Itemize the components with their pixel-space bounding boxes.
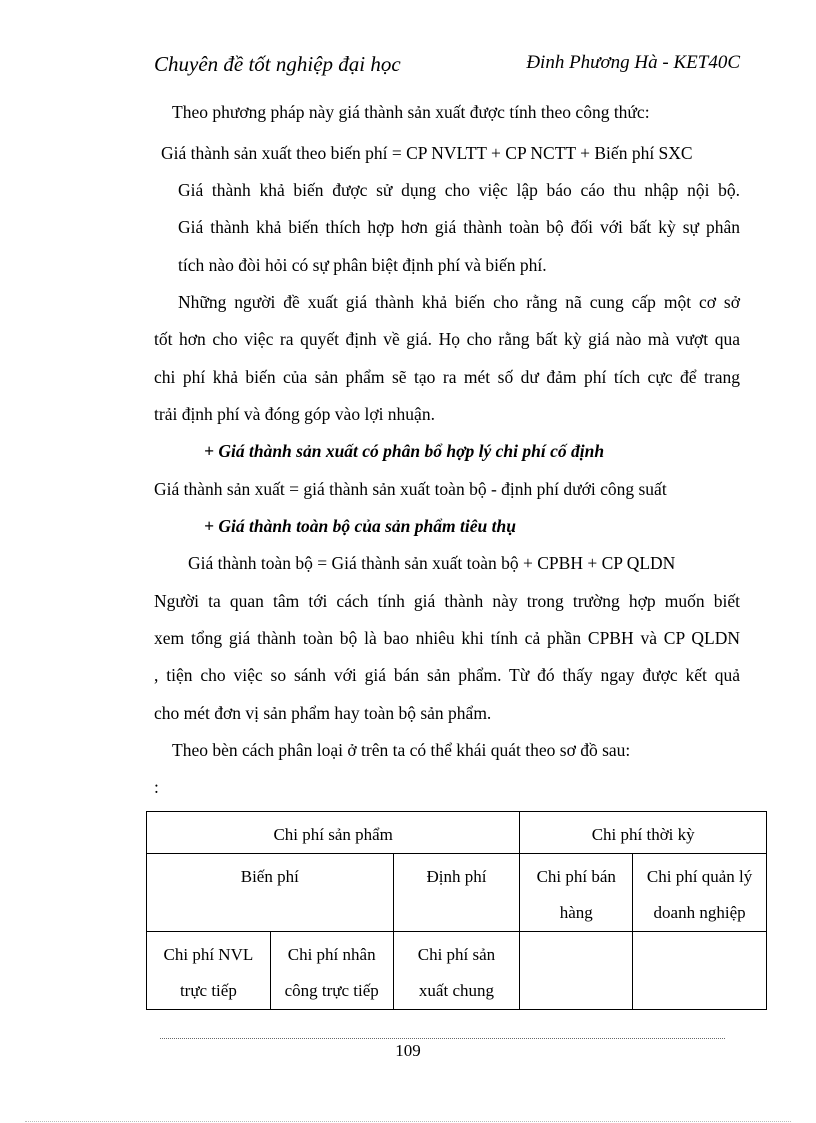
table-row: [147, 812, 767, 854]
colon-mark: :: [154, 777, 159, 797]
paragraph-line: Theo bèn cách phân loại ở trên ta có thể khái quát theo sơ đồ sau:: [172, 740, 631, 760]
cell-direct-labor: [270, 932, 393, 1010]
cell-period-cost: Chi phí thời kỳ: [520, 812, 767, 854]
paragraph-line: Theo phương pháp này giá thành sản xuất được tính theo công thức:: [172, 102, 650, 122]
cell-text: Chi phí bán: [536, 867, 616, 886]
cell-text: Chi phí sản: [417, 945, 496, 964]
cell-text: doanh nghiệp: [653, 903, 746, 922]
cell-manufacturing-overhead: [393, 932, 520, 1010]
page-header: [154, 52, 740, 82]
header-title: Chuyên đề tốt nghiệp đại học: [154, 52, 401, 76]
cell-fixed-cost: Định phí: [393, 854, 520, 932]
paragraph-line: Người ta quan tâm tới cách tính giá thành này trong trường hợp muốn biết: [154, 591, 740, 611]
cell-empty: [520, 932, 633, 1010]
paragraph-line: tích nào đòi hỏi có sự phân biệt định phí và biến phí.: [178, 255, 547, 275]
page-number: 109: [395, 1041, 421, 1060]
cell-text: Chi phí nhân: [287, 945, 376, 964]
cell-text: xuất chung: [418, 981, 494, 1000]
cell-empty: [633, 932, 767, 1010]
header-author: Đinh Phương Hà - KET40C: [526, 52, 740, 73]
cell-product-cost: Chi phí sản phẩm: [147, 812, 520, 854]
paragraph-line: Giá thành khả biến được sử dụng cho việc lập báo cáo thu nhập nội bộ.: [178, 180, 740, 200]
footer-divider: [160, 1038, 725, 1039]
formula-allocated-cost: Giá thành sản xuất = giá thành sản xuất toàn bộ - định phí dưới công suất: [154, 479, 667, 499]
table-row: [147, 932, 767, 1010]
paragraph-line: trải định phí và đóng góp vào lợi nhuận.: [154, 404, 435, 424]
paragraph-line: chi phí khả biến của sản phẩm sẽ tạo ra mét số dư đảm phí tích cực để trang: [154, 367, 740, 387]
paragraph-line: cho mét đơn vị sản phẩm hay toàn bộ sản phẩm.: [154, 703, 492, 723]
formula-variable-cost: Giá thành sản xuất theo biến phí = CP NVLTT + CP NCTT + Biến phí SXC: [161, 143, 693, 163]
section-heading-fixed-cost: + Giá thành sản xuất có phân bổ hợp lý chi phí cố định: [204, 441, 605, 461]
paragraph-line: , tiện cho việc so sánh với giá bán sản phẩm. Từ đó thấy ngay được kết quả: [154, 665, 740, 685]
page-bottom-divider: [25, 1121, 791, 1122]
cell-variable-cost: Biến phí: [147, 854, 394, 932]
paragraph-line: Giá thành khả biến thích hợp hơn giá thành toàn bộ đối với bất kỳ sự phân: [178, 217, 740, 237]
paragraph-line: xem tổng giá thành toàn bộ là bao nhiêu khi tính cả phần CPBH và CP QLDN: [154, 628, 740, 648]
cell-selling-cost: [520, 854, 633, 932]
cell-text: trực tiếp: [179, 981, 237, 1000]
cost-classification-table: [146, 811, 767, 1010]
cell-text: hàng: [559, 903, 593, 922]
formula-full-cost: Giá thành toàn bộ = Giá thành sản xuất toàn bộ + CPBH + CP QLDN: [188, 553, 676, 573]
section-heading-full-cost: + Giá thành toàn bộ của sản phẩm tiêu thụ: [204, 516, 516, 536]
cell-text: Chi phí NVL: [163, 945, 254, 964]
paragraph-line: tốt hơn cho việc ra quyết định về giá. Họ cho rằng bất kỳ giá nào mà vượt qua: [154, 329, 740, 349]
cell-text: Chi phí quản lý: [646, 867, 753, 886]
cell-text: công trực tiếp: [284, 981, 379, 1000]
paragraph-line: Những người đề xuất giá thành khả biến cho rằng nã cung cấp một cơ sở: [178, 292, 740, 312]
table-row: [147, 854, 767, 932]
cell-admin-cost: [633, 854, 767, 932]
cell-direct-material: [147, 932, 271, 1010]
